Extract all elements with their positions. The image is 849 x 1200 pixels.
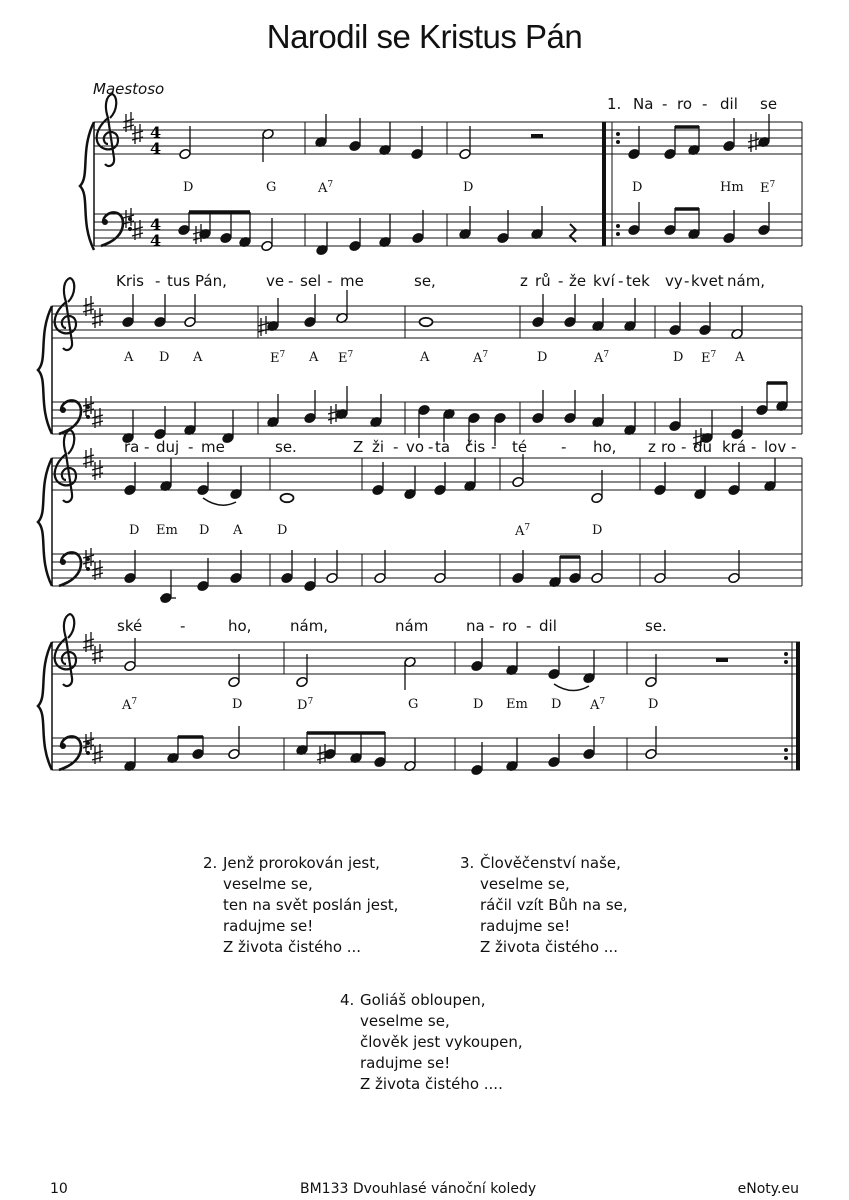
system-4 — [38, 614, 800, 776]
verse-line: Jenž prorokován jest, — [223, 854, 380, 872]
lyric-hyphen: - — [751, 438, 757, 456]
tempo-marking: Maestoso — [93, 80, 165, 98]
chord-symbol: $E^7$ — [701, 350, 717, 366]
lyric: ho, — [593, 438, 617, 456]
verse-line: veselme se, — [480, 875, 570, 893]
lyric-hyphen: - — [684, 272, 690, 290]
verse-line: veselme se, — [223, 875, 313, 893]
publication-title: BM133 Dvouhlasé vánoční koledy — [300, 1181, 537, 1197]
verse-3 — [460, 853, 628, 958]
verse-line: Z života čistého ... — [480, 938, 619, 956]
lyric: sel — [300, 272, 322, 290]
verse-line: člověk jest vykoupen, — [360, 1033, 523, 1051]
lyric-hyphen: - — [618, 272, 624, 290]
chord-symbol: D — [592, 523, 603, 538]
chord-symbol: D — [463, 180, 474, 195]
verse-4 — [340, 990, 523, 1095]
chord-symbol: D — [159, 350, 170, 365]
chord-extension: 7 — [131, 697, 138, 707]
lyric: nám, — [290, 617, 329, 635]
page-number: 10 — [50, 1181, 68, 1197]
chord-symbol: $A^7$ — [590, 697, 606, 713]
chord-symbol: D — [129, 523, 140, 538]
verse-line: ten na svět poslán jest, — [223, 896, 399, 914]
lyric-hyphen: - — [681, 438, 687, 456]
chord-symbol: D — [537, 350, 548, 365]
verse-line: veselme se, — [360, 1012, 450, 1030]
verse-line: radujme se! — [360, 1054, 451, 1072]
lyric: ro — [661, 438, 677, 456]
lyric: ho, — [228, 617, 252, 635]
lyric: me — [201, 438, 225, 456]
chord-symbol: D — [632, 180, 643, 195]
lyric: ži — [372, 438, 385, 456]
lyric: na — [466, 617, 485, 635]
lyric: tus — [167, 272, 191, 290]
lyric: nám, — [727, 272, 766, 290]
chord-extension: 7 — [327, 180, 334, 190]
lyric-hyphen: - — [155, 272, 161, 290]
chord-extension: 7 — [603, 350, 610, 360]
lyric: tek — [626, 272, 650, 290]
lyric-hyphen: - — [188, 438, 194, 456]
lyric: ro — [677, 95, 693, 113]
lyric: z — [648, 438, 656, 456]
lyric: lov — [764, 438, 787, 456]
svg-text:4: 4 — [150, 215, 162, 234]
chord-symbol: Em — [506, 697, 528, 712]
lyric: se — [760, 95, 778, 113]
lyric: ra — [124, 438, 140, 456]
lyric: rů — [535, 272, 551, 290]
verse-2 — [203, 853, 398, 958]
lyric: dil — [720, 95, 738, 113]
lyric-hyphen: - — [180, 617, 186, 635]
lyric: Na — [633, 95, 654, 113]
chord-symbol: $E^7$ — [270, 350, 286, 366]
lyric-hyphen: - — [702, 95, 708, 113]
lyric-hyphen: - — [491, 438, 497, 456]
verse-line: radujme se! — [480, 917, 571, 935]
lyric: se, — [414, 272, 436, 290]
chord-symbol: $A^7$ — [515, 523, 531, 539]
lyric-hyphen: - — [662, 95, 668, 113]
lyric-hyphen: - — [561, 438, 567, 456]
verse-line: Člověčenství naše, — [480, 854, 621, 872]
chord-symbol: A — [420, 350, 430, 365]
svg-text:4: 4 — [150, 231, 162, 250]
lyric-hyphen: - — [558, 272, 564, 290]
chord-extension: 7 — [599, 697, 606, 707]
lyric: krá — [722, 438, 747, 456]
lyric: čis — [465, 438, 486, 456]
chord-symbol: Hm — [720, 180, 744, 195]
chord-symbol: A — [735, 350, 745, 365]
verse-line: radujme se! — [223, 917, 314, 935]
lyric: ve — [266, 272, 285, 290]
lyric: Z — [353, 438, 364, 456]
verse-line: ráčil vzít Bůh na se, — [480, 896, 628, 914]
verse-number: 4. — [340, 991, 355, 1009]
lyric: Kris — [116, 272, 144, 290]
lyric: duj — [156, 438, 180, 456]
lyric: Pán, — [195, 272, 227, 290]
chord-symbol: D — [183, 180, 194, 195]
song-title: Narodil se Kristus Pán — [266, 18, 583, 55]
lyric: kví — [593, 272, 615, 290]
system-1 — [80, 94, 802, 256]
chord-symbol: D — [232, 697, 243, 712]
lyric: dil — [539, 617, 557, 635]
chord-symbol: A — [193, 350, 203, 365]
system-3 — [38, 430, 802, 604]
chord-symbol: D — [648, 697, 659, 712]
chord-extension: 7 — [710, 350, 717, 360]
verse-line: Z života čistého .... — [360, 1075, 503, 1093]
chord-symbol: $A^7$ — [122, 697, 138, 713]
chord-symbol: A — [309, 350, 319, 365]
chord-extension: 7 — [307, 697, 314, 707]
chord-extension: 7 — [524, 523, 531, 533]
chord-symbol: A — [124, 350, 134, 365]
publisher-link[interactable]: eNoty.eu — [737, 1181, 799, 1197]
chord-symbol: $A^7$ — [594, 350, 610, 366]
lyric-hyphen: - — [393, 438, 399, 456]
chord-symbol: Em — [156, 523, 178, 538]
lyric-hyphen: - — [144, 438, 150, 456]
chord-symbol: G — [266, 180, 277, 195]
lyric: že — [569, 272, 587, 290]
lyric: 1. — [607, 95, 622, 113]
verse-line: Goliáš obloupen, — [360, 991, 486, 1009]
lyric-hyphen: - — [526, 617, 532, 635]
lyric-hyphen: - — [489, 617, 495, 635]
verse-line: Z života čistého ... — [223, 938, 362, 956]
chord-symbol: $A^7$ — [473, 350, 489, 366]
chord-extension: 7 — [769, 180, 776, 190]
lyric: du — [693, 438, 713, 456]
lyric: vy — [665, 272, 683, 290]
chord-extension: 7 — [347, 350, 354, 360]
chord-symbol: D — [199, 523, 210, 538]
chord-symbol: G — [408, 697, 419, 712]
lyric: z — [520, 272, 528, 290]
lyric: me — [340, 272, 364, 290]
lyric-hyphen: - — [428, 438, 434, 456]
lyric-hyphen: - — [327, 272, 333, 290]
chord-symbol: $E^7$ — [338, 350, 354, 366]
verse-number: 3. — [460, 854, 475, 872]
lyric: té — [512, 438, 528, 456]
chord-symbol: D — [277, 523, 288, 538]
lyric-hyphen: - — [791, 438, 797, 456]
chord-symbol: $D^7$ — [297, 697, 314, 713]
svg-text:4: 4 — [150, 139, 162, 158]
lyric: nám — [395, 617, 429, 635]
lyric: vo — [406, 438, 425, 456]
lyric-hyphen: - — [288, 272, 294, 290]
chord-extension: 7 — [482, 350, 489, 360]
lyric: se. — [645, 617, 667, 635]
lyric: kvet — [691, 272, 724, 290]
chord-symbol: D — [551, 697, 562, 712]
lyric: ta — [435, 438, 451, 456]
chord-symbol: D — [673, 350, 684, 365]
chord-symbol: $E^7$ — [760, 180, 776, 196]
verse-number: 2. — [203, 854, 218, 872]
chord-extension: 7 — [279, 350, 286, 360]
chord-symbol: A — [233, 523, 243, 538]
lyric: ské — [117, 617, 143, 635]
svg-text:4: 4 — [150, 123, 162, 142]
chord-symbol: $A^7$ — [318, 180, 334, 196]
lyric: se. — [275, 438, 297, 456]
chord-symbol: D — [473, 697, 484, 712]
lyric: ro — [502, 617, 518, 635]
